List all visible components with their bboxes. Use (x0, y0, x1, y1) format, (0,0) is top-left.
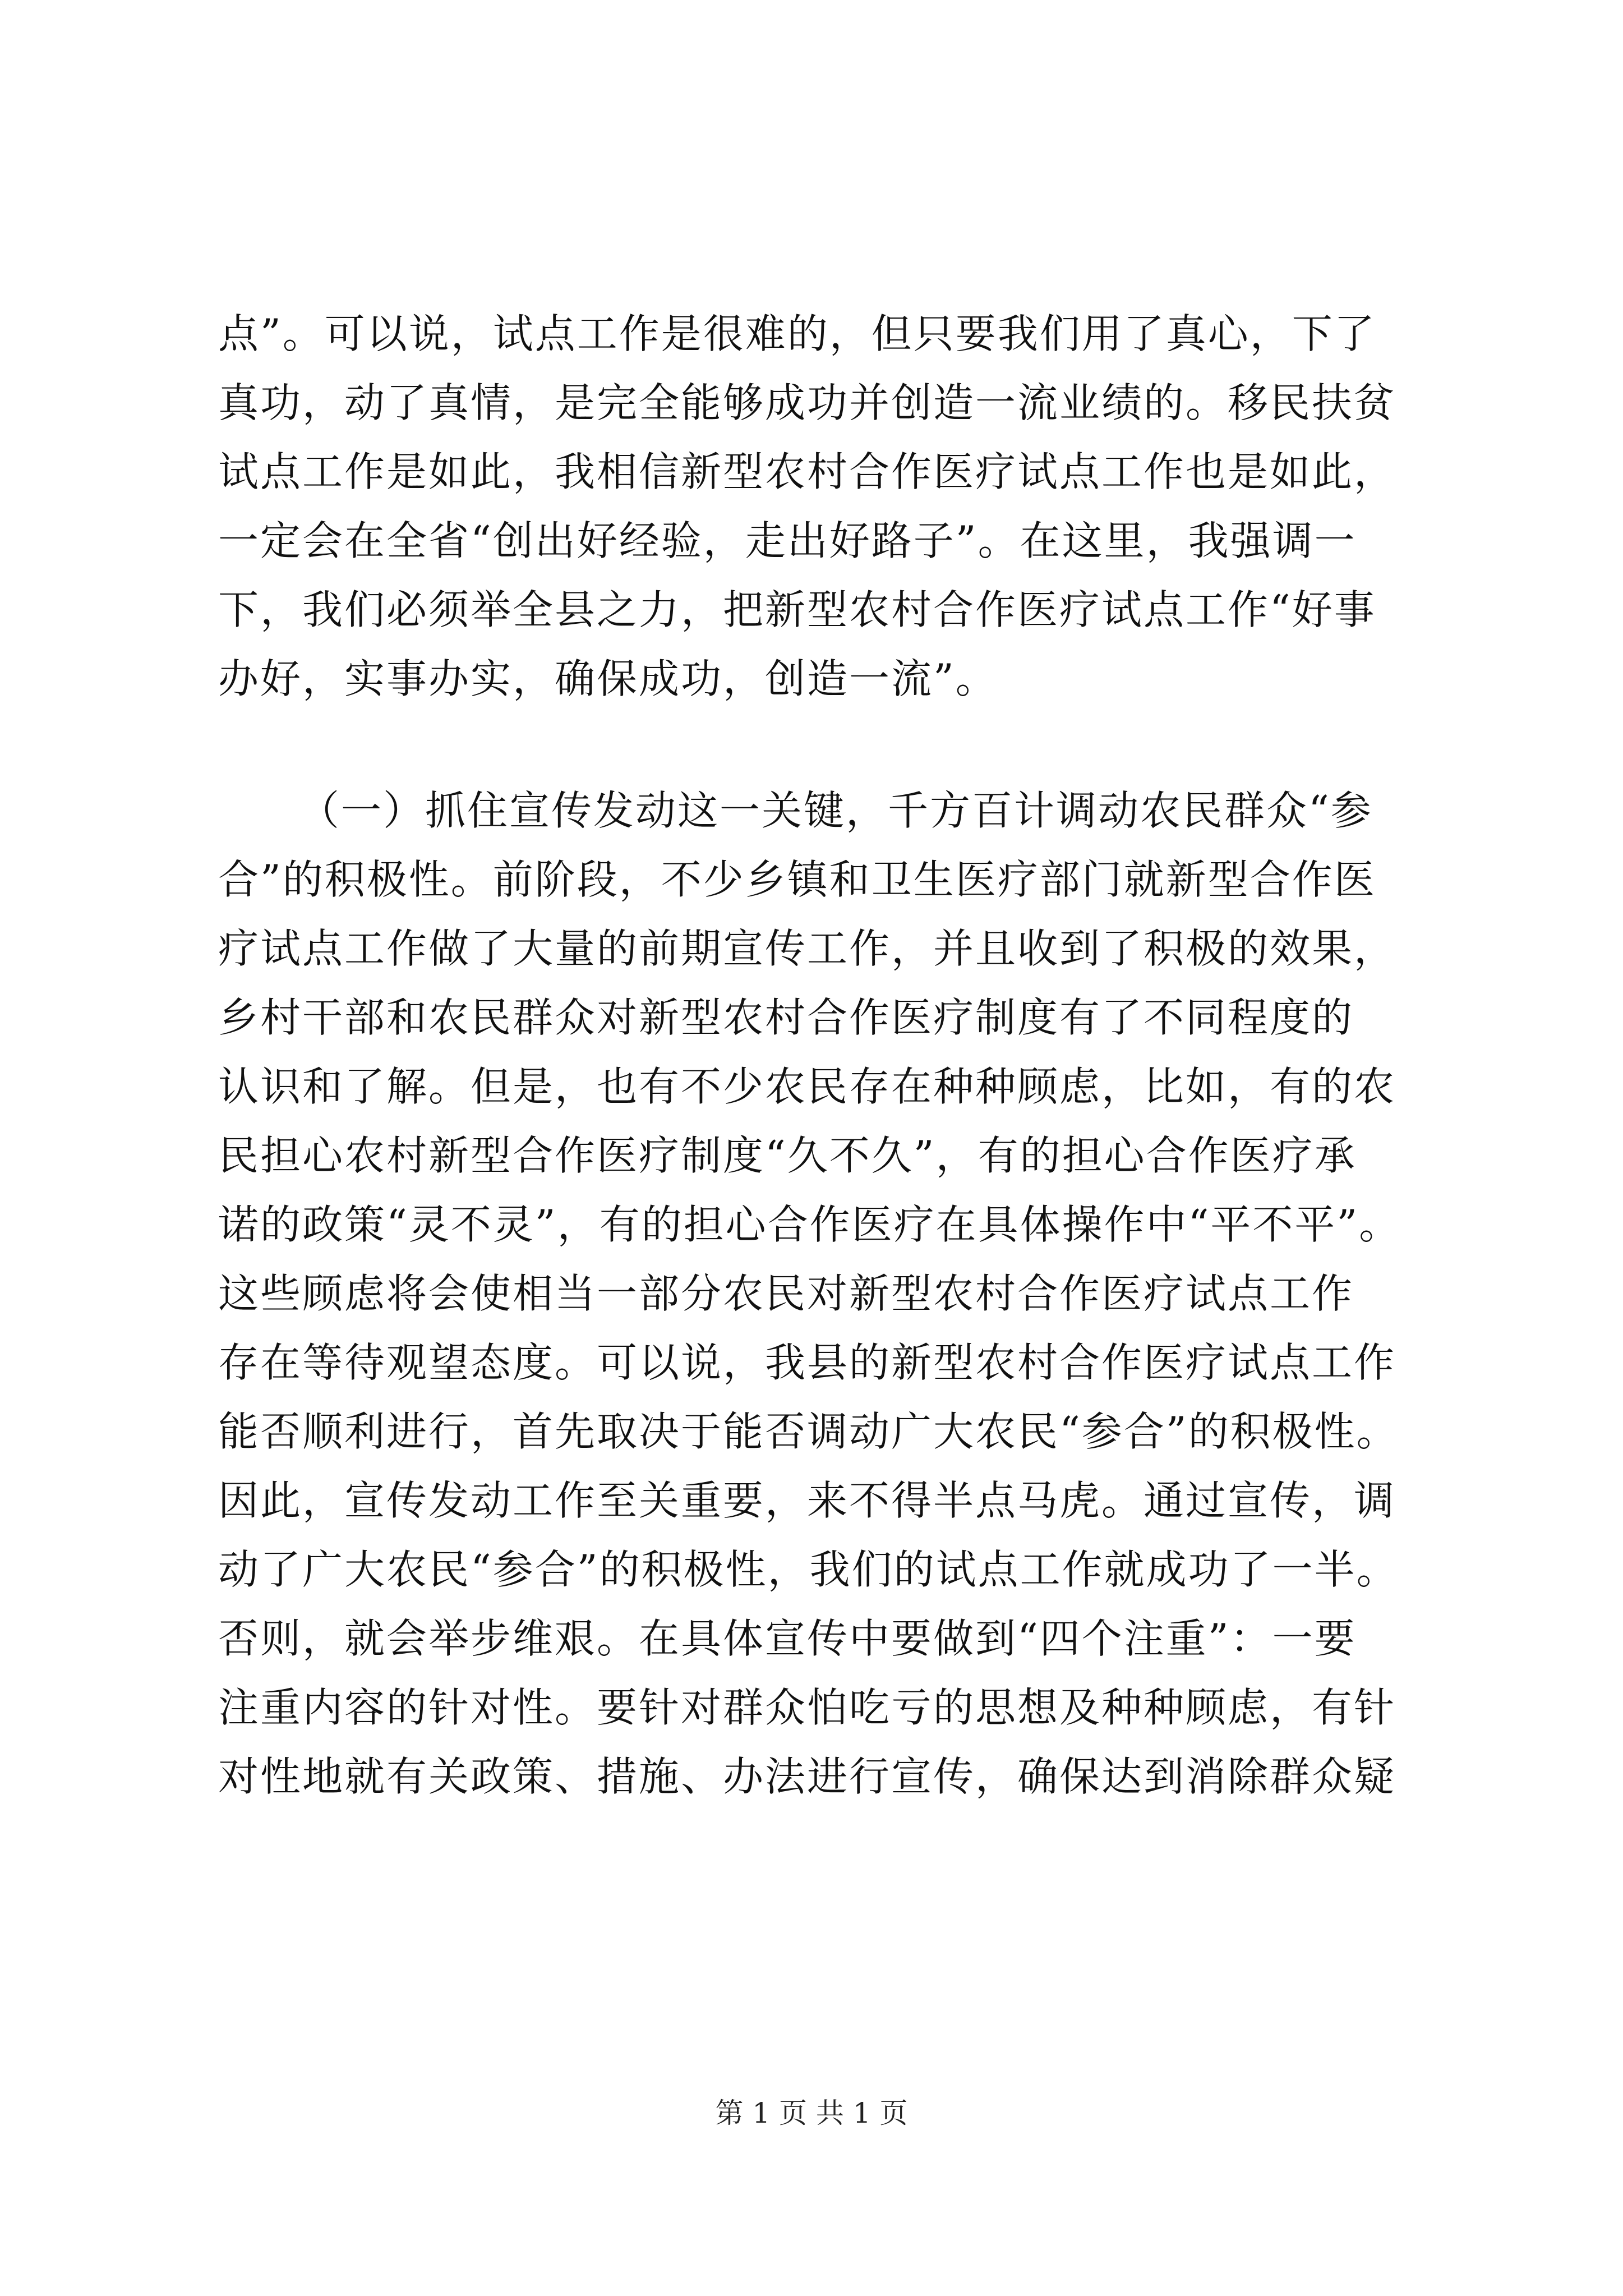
text-line: 下，我们必须举全县之力，把新型农村合作医疗试点工作“好事 (218, 586, 1376, 633)
text-line: 因此，宣传发动工作至关重要，来不得半点马虎。通过宣传，调 (218, 1477, 1396, 1524)
text-line: 认识和了解。但是，也有不少农民存在种种顾虑，比如，有的农 (218, 1063, 1396, 1110)
text-line: 疗试点工作做了大量的前期宣传工作，并且收到了积极的效果， (218, 925, 1396, 972)
text-line: 乡村干部和农民群众对新型农村合作医疗制度有了不同程度的 (218, 994, 1354, 1041)
text-line: 合”的积极性。前阶段，不少乡镇和卫生医疗部门就新型合作医 (218, 856, 1376, 903)
text-line: 这些顾虑将会使相当一部分农民对新型农村合作医疗试点工作 (218, 1270, 1354, 1317)
text-line: 对性地就有关政策、措施、办法进行宣传，确保达到消除群众疑 (218, 1753, 1396, 1800)
text-line: 否则，就会举步维艰。在具体宣传中要做到“四个注重”：一要 (218, 1615, 1357, 1662)
text-line: 点”。可以说，试点工作是很难的，但只要我们用了真心，下了 (218, 310, 1376, 357)
text-line: 注重内容的针对性。要针对群众怕吃亏的思想及种种顾虑，有针 (218, 1684, 1396, 1731)
text-line: 真功，动了真情，是完全能够成功并创造一流业绩的。移民扶贫 (218, 379, 1396, 426)
page-footer: 第 1 页 共 1 页 (715, 2097, 908, 2129)
text-line: 民担心农村新型合作医疗制度“久不久”，有的担心合作医疗承 (218, 1132, 1357, 1179)
text-line: 试点工作是如此，我相信新型农村合作医疗试点工作也是如此， (218, 448, 1396, 495)
text-line: 动了广大农民“参合”的积极性，我们的试点工作就成功了一半。 (218, 1546, 1399, 1593)
text-line: 存在等待观望态度。可以说，我县的新型农村合作医疗试点工作 (218, 1339, 1396, 1386)
paragraph-start-line: （一）抓住宣传发动这一关键，千方百计调动农民群众“参 (299, 787, 1373, 834)
text-line: 一定会在全省“创出好经验，走出好路子”。在这里，我强调一 (218, 517, 1357, 564)
text-line: 诺的政策“灵不灵”，有的担心合作医疗在具体操作中“平不平”。 (218, 1201, 1401, 1248)
text-line: 能否顺利进行，首先取决于能否调动广大农民“参合”的积极性。 (218, 1408, 1399, 1455)
text-line: 办好，实事办实，确保成功，创造一流”。 (218, 655, 998, 702)
